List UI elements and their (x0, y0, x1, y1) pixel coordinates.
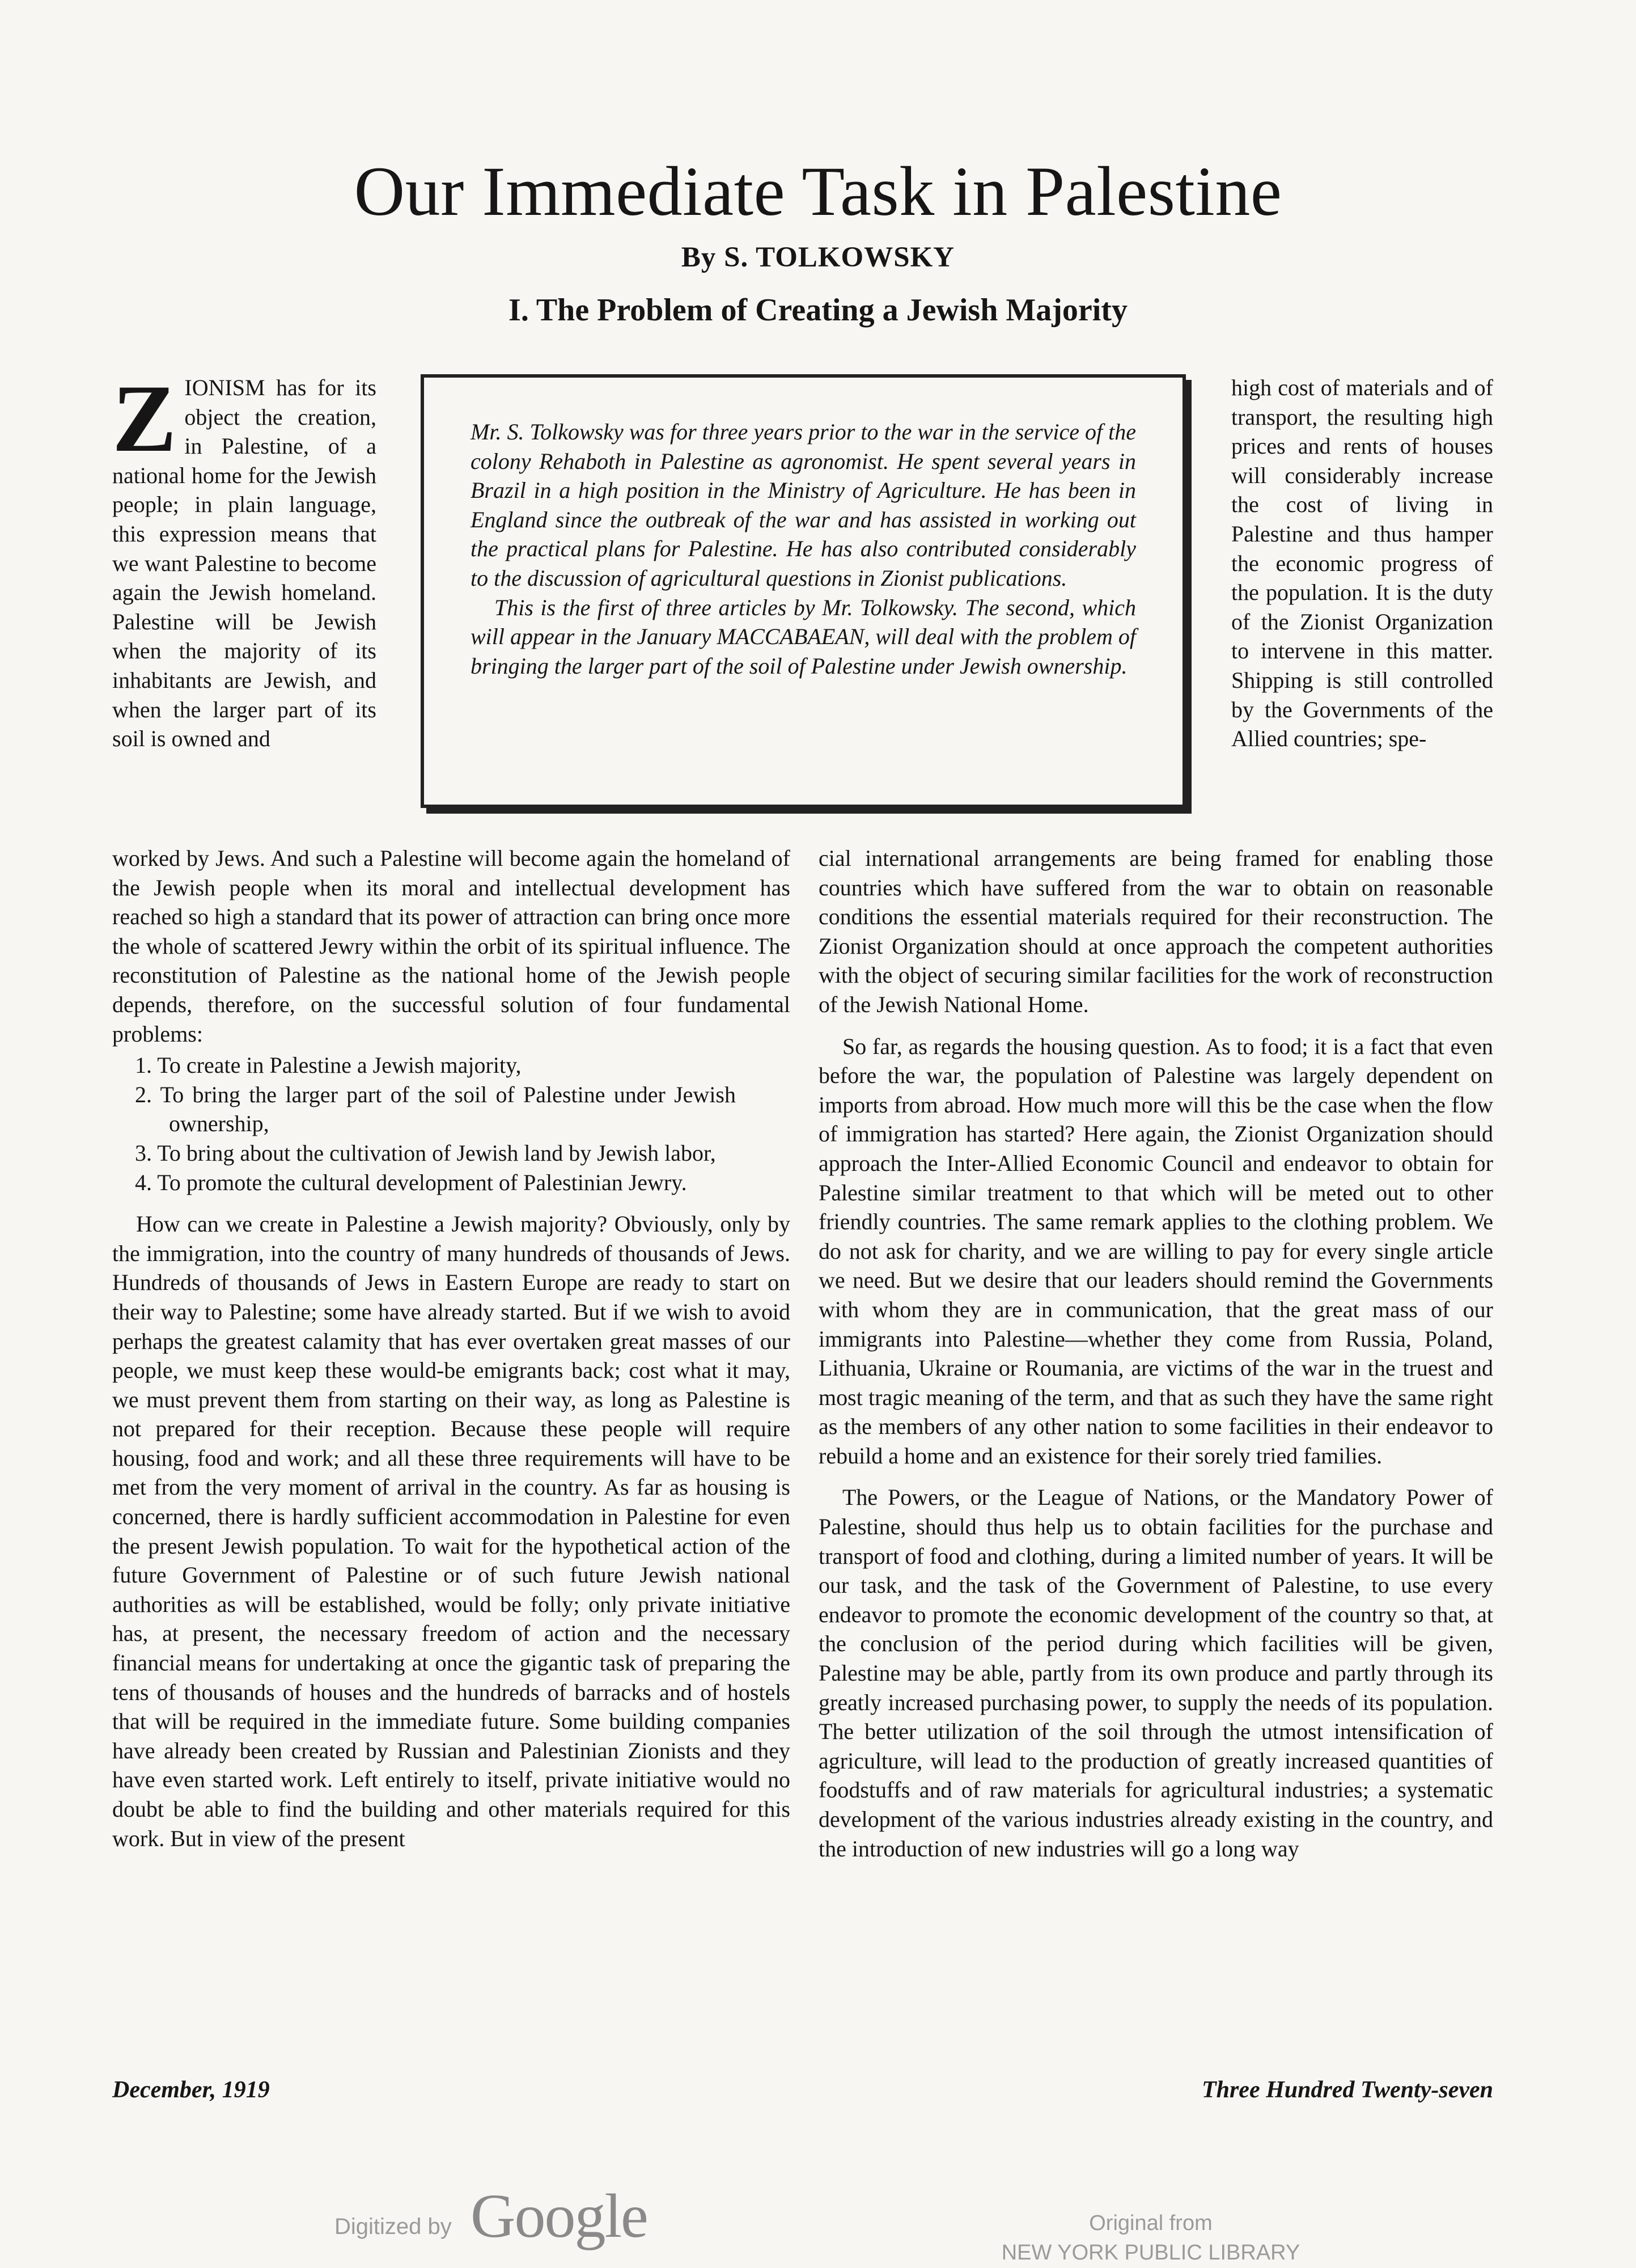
intro-right-text: high cost of materials and of transport, the resulting high prices and rents of houses will considerably increase the cost of living in Palestine and thus hamper the economic progress of the population. It is the duty of the Zionist Organization to intervene in this matter. Shipping is still controlled by the Governments of the Allied countries; spe- (1231, 375, 1493, 752)
google-logo: Google (471, 2181, 647, 2250)
intro-left-column (112, 365, 376, 754)
problems-list-item-3: 3. To bring about the cultivation of Jewish land by Jewish labor, (135, 1140, 716, 1166)
library-name: NEW YORK PUBLIC LIBRARY (1001, 2241, 1300, 2265)
right-paragraph-3: The Powers, or the League of Nations, or the Mandatory Power of Palestine, should thus help us to obtain facilities for the purchase and transport of food and clothing, during a limited number of years. It will be our task, and the task of the Government of Palestine, to use every endeavor to promote the economic development of the country so that, at the conclusion of the period during which facilities will be given, Palestine may be able, partly from its own produce and partly through its greatly increased purchasing power, to supply the needs of its population. The better utilization of the soil through the utmost intensification of agriculture, will lead to the production of greatly increased quantities of foodstuffs and of raw materials for agricultural industries; a systematic development of the various industries already existing in the country, and the introduction of new industries will go a long way (819, 1484, 1493, 1861)
editor-note-box (421, 374, 1186, 808)
problems-list-item-2: 2. To bring the larger part of the soil of Palestine under Jewish ownership, (135, 1081, 736, 1137)
intro-left-text: IONISM has for its object the creation, in Palestine, of a national home for the Jewish people; in plain language, this expression means that we want Palestine to become again the Jewish homeland. Palestine will be Jewish when the majority of its inhabitants are Jewish, and when the larger part of its soil is owned and (112, 375, 376, 752)
digitized-by-label: Digitized by (334, 2214, 452, 2239)
intro-right-column (1231, 373, 1493, 754)
right-paragraph-2: So far, as regards the housing question. As to food; it is a fact that even before the war, the population of Palestine was largely dependent on imports from abroad. How much more will this be the case when the flow of immigration has started? Here again, the Zionist Organization should approach the Inter-Allied Economic Council and endeavor to obtain for Palestine similar treatment to that which will be meted out to other friendly countries. The same remark applies to the clothing problem. We do not ask for charity, and we are willing to pay for every single article we need. But we desire that our leaders should remind the Governments with whom they are in communication, that the great mass of our immigrants into Palestine—whether they come from Russia, Poland, Lithuania, Ukraine or Roumania, are victims of the war in the truest and most tragic meaning of the term, and that as such they have the same right as the members of any other nation to some facilities in their endeavor to rebuild a home and an existence for their sorely tried families. (819, 1033, 1493, 1469)
original-from-line: Original from (1089, 2211, 1213, 2235)
problems-list-item-4: 4. To promote the cultural development of Palestinian Jewry. (135, 1169, 687, 1195)
original-source-label (981, 2208, 1321, 2267)
right-column (819, 844, 1493, 1863)
problems-list-item-1: 1. To create in Palestine a Jewish majority, (135, 1052, 522, 1078)
article-subtitle: I. The Problem of Creating a Jewish Majority (508, 293, 1128, 328)
article-title: Our Immediate Task in Palestine (354, 153, 1282, 230)
right-paragraph-1: cial international arrangements are being framed for enabling those countries which have suffered from the war to obtain on reasonable conditions the essential materials required for their reconstruction. The Zionist Organization should at once approach the competent authorities with the object of securing similar facilities for the work of reconstruction of the Jewish National Home. (819, 845, 1493, 1017)
article-byline: By S. TOLKOWSKY (681, 242, 955, 273)
left-paragraph-1: worked by Jews. And such a Palestine will become again the homeland of the Jewish people when its moral and intellectual development has reached so high a standard that its power of attraction can bring once more the whole of scattered Jewry within the orbit of its spiritual influence. The reconstitution of Palestine as the national home of the Jewish people depends, therefore, on the successful solution of four fundamental problems: (112, 845, 790, 1047)
drop-cap: Z (112, 365, 177, 472)
problems-list (112, 1051, 736, 1197)
left-column (112, 844, 790, 1853)
footer-date: December, 1919 (112, 2077, 270, 2103)
editor-note-paragraph-2: This is the first of three articles by Mr. Tolkowsky. The second, which will appear in the January MACCABAEAN, will deal with the problem of bringing the larger part of the soil of Palestine under Jewish ownership. (471, 594, 1136, 679)
footer-page-number: Three Hundred Twenty-seven (1201, 2077, 1493, 2103)
editor-note-paragraph-1: Mr. S. Tolkowsky was for three years prior to the war in the service of the colony Rehaboth in Palestine as agronomist. He spent several years in Brazil in a high position in the Ministry of Agriculture. He has been in England since the outbreak of the war and has assisted in working out the practical plans for Palestine. He has also contributed considerably to the discussion of agricultural questions in Zionist publications. (471, 419, 1136, 591)
left-paragraph-2: How can we create in Palestine a Jewish majority? Obviously, only by the immigration, into the country of many hundreds of thousands of Jews. Hundreds of thousands of Jews in Eastern Europe are ready to start on their way to Palestine; some have already started. But if we wish to avoid perhaps the greatest calamity that has ever overtaken great masses of our people, we must keep these would-be emigrants back; cost what it may, we must prevent them from starting on their way, as long as Palestine is not prepared for their reception. Because these people will require housing, food and work; and all these three requirements will have to be met from the very moment of arrival in the country. As far as housing is concerned, there is hardly sufficient accommodation in Palestine for even the present Jewish population. To wait for the hypothetical action of the future Government of Palestine or of such future Jewish national authorities as will be established, would be folly; only private initiative has, at present, the necessary freedom of action and the necessary financial means for undertaking at once the gigantic task of preparing the tens of thousands of houses and the hundreds of barracks and of hostels that will be required in the immediate future. Some building companies have already been created by Russian and Palestinian Zionists and they have even started work. Left entirely to itself, private initiative would no doubt be able to find the building and other materials required for this work. But in view of the present (112, 1211, 790, 1851)
